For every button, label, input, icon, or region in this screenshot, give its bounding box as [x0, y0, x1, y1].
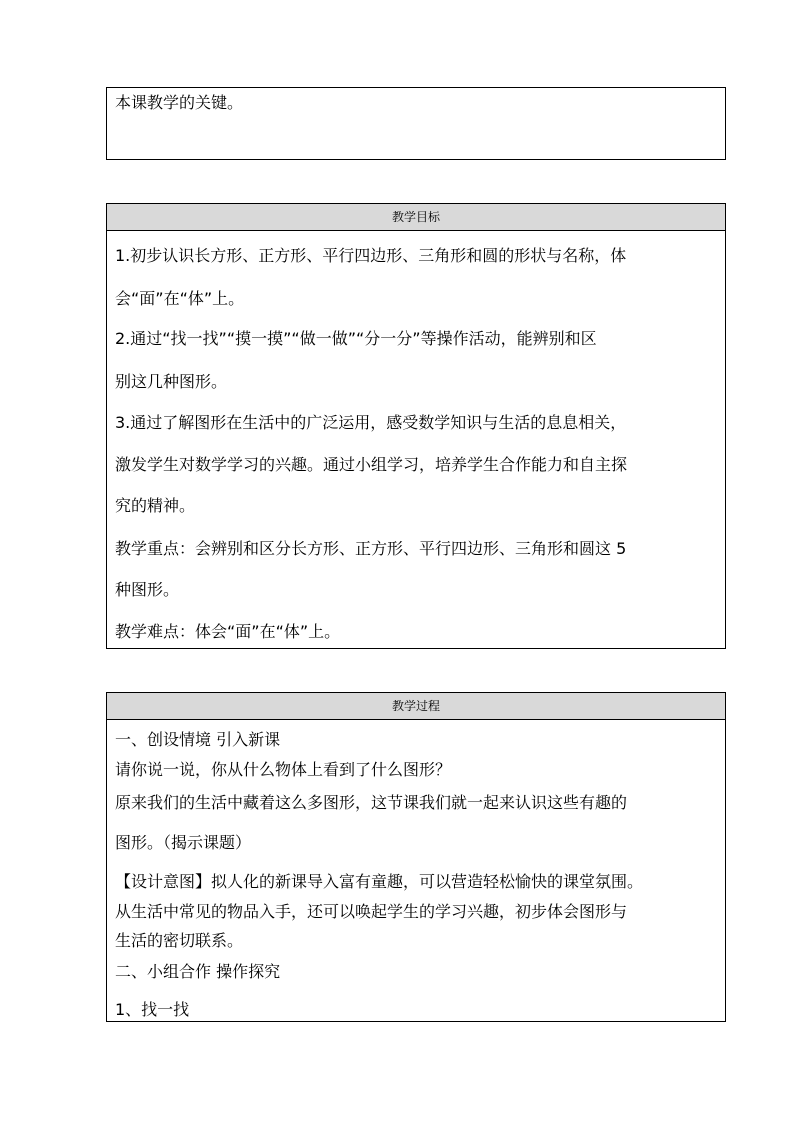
objective-1: 1.初步认识长方形、正方形、平行四边形、三角形和圆的形状与名称，体 — [115, 246, 627, 265]
objective-3-cont: 激发学生对数学学习的兴趣。通过小组学习，培养学生合作能力和自主探 — [115, 455, 628, 474]
process-box — [106, 692, 726, 1022]
intro-paragraph: 原来我们的生活中藏着这么多图形，这节课我们就一起来认识这些有趣的 — [115, 793, 628, 812]
objectives-header: 教学目标 — [107, 204, 725, 231]
section1-title: 一、创设情境 引入新课 — [115, 730, 281, 749]
objective-1-cont: 会“面”在“体”上。 — [115, 289, 245, 308]
question-1: 请你说一说，你从什么物体上看到了什么图形？ — [115, 760, 452, 779]
key-point-box — [106, 87, 726, 160]
key-focus-cont: 种图形。 — [115, 580, 180, 599]
objective-2: 2.通过“找一找”“摸一摸”“做一做”“分一分”等操作活动，能辨别和区 — [115, 329, 597, 348]
objectives-box — [106, 203, 726, 649]
sub-step-1: 1、找一找 — [115, 1000, 190, 1019]
key-point-text: 本课教学的关键。 — [115, 93, 244, 112]
difficulty: 教学难点：体会“面”在“体”上。 — [115, 622, 341, 641]
design-intent: 【设计意图】拟人化的新课导入富有童趣，可以营造轻松愉快的课堂氛围。 从生活中常见的物品入手，还可以唤起学生的学习兴趣，初步体会图形与 生活的密切联系。 — [115, 872, 644, 950]
objective-2-cont: 别这几种图形。 — [115, 372, 228, 391]
section2-title: 二、小组合作 操作探究 — [115, 962, 281, 981]
intro-paragraph-cont: 图形。（揭示课题） — [115, 833, 252, 852]
key-focus: 教学重点：会辨别和区分长方形、正方形、平行四边形、三角形和圆这 5 — [115, 539, 627, 558]
objective-3-cont2: 究的精神。 — [115, 496, 196, 515]
process-header: 教学过程 — [107, 693, 725, 720]
objective-3: 3.通过了解图形在生活中的广泛运用，感受数学知识与生活的息息相关， — [115, 413, 627, 432]
